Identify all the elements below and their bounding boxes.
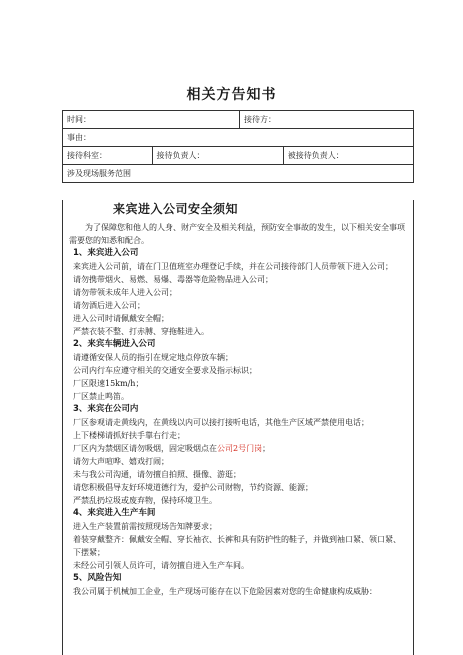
rule-line: 我公司属于机械加工企业，生产现场可能存在以下危险因素对您的生命健康构成威胁： [73,587,377,596]
section-heading: 2、来宾车辆进入公司 [73,339,156,349]
notice-intro: 为了保障您和他人的人身、财产安全及相关利益，预防安全事故的发生，以下相关安全事项需要您的知悉和配合。 [69,223,405,245]
rule-line: 着装穿戴整齐：佩戴安全帽、穿长袖衣、长裤和具有防护性的鞋子，并做到袖口紧、领口紧、下摆紧； [73,535,401,557]
smoking-rule-prefix: 厂区内为禁烟区请勿吸烟，固定吸烟点在 [73,444,217,453]
rule-line: 厂区参观请走黄线内，在黄线以内可以接打接听电话，其他生产区域严禁使用电话； [73,418,369,427]
safety-notice [62,200,414,655]
receiver-field[interactable]: 接待方： [243,115,276,124]
rule-line: 厂区禁止鸣笛。 [73,392,129,401]
area-field[interactable]: 涉及现场服务范围 [67,169,131,178]
time-field[interactable]: 时间： [63,111,240,128]
rule-line: 请勿酒后进入公司； [73,301,145,310]
rule-line: 来宾进入公司前，请在门卫值班室办理登记手续，并在公司接待部门人员带领下进入公司； [73,262,393,271]
rule-line: 请遵循安保人员的指引在规定地点停放车辆； [73,353,233,362]
rule-line: 请勿大声喧哗、嬉戏打闹； [73,457,169,466]
rule-line: 上下楼梯请抓好扶手靠右行走； [73,431,185,440]
form-row-area [63,165,413,183]
smoking-rule-suffix: ； [262,444,271,453]
rule-line: 进入公司时请佩戴安全帽； [73,314,169,323]
rule-line: 请勿带领未成年人进入公司； [73,288,177,297]
rule-line: 未与我公司沟通，请勿擅自拍照、摄像、游逛； [73,470,241,479]
form-row-people [63,147,413,165]
smoking-point-highlight: 公司2号门岗 [217,444,263,453]
rule-line: 严禁乱扔垃圾或废弃物，保持环境卫生。 [73,496,217,505]
person-field[interactable]: 接待负责人： [153,147,284,164]
rule-line: 公司内行车应遵守相关的交通安全要求及指示标识； [73,366,257,375]
notice-heading: 来宾进入公司安全须知 [113,202,239,216]
rule-line: 请勿携带烟火、易燃、易爆、毒器等危险物品进入公司； [73,275,273,284]
form-row-reason [63,129,413,147]
form-row-time [63,111,413,129]
rule-line: 未经公司引领人员许可，请勿擅自进入生产车间。 [73,561,249,570]
visitor-info-form [62,110,414,183]
dept-field[interactable]: 接待科室： [63,147,153,164]
rule-line: 严禁衣装不整、打赤膊、穿拖鞋进入。 [73,327,209,336]
rule-line: 进入生产装置前需按照现场告知牌要求； [73,522,217,531]
section-heading: 5、风险告知 [73,573,122,583]
section-heading: 3、来宾在公司内 [73,404,139,414]
smoking-rule-line [69,442,407,455]
rule-line: 厂区限速15km/h； [73,379,144,388]
section-heading: 1、来宾进入公司 [73,248,139,258]
document-title: 相关方告知书 [186,87,277,103]
rule-line: 请您积极倡导友好环境道德行为，爱护公司财物，节约资源、能源； [73,483,313,492]
visitor-field[interactable]: 被接待负责人： [287,151,344,160]
section-heading: 4、来宾进入生产车间 [73,508,156,518]
reason-field[interactable]: 事由： [67,133,91,142]
